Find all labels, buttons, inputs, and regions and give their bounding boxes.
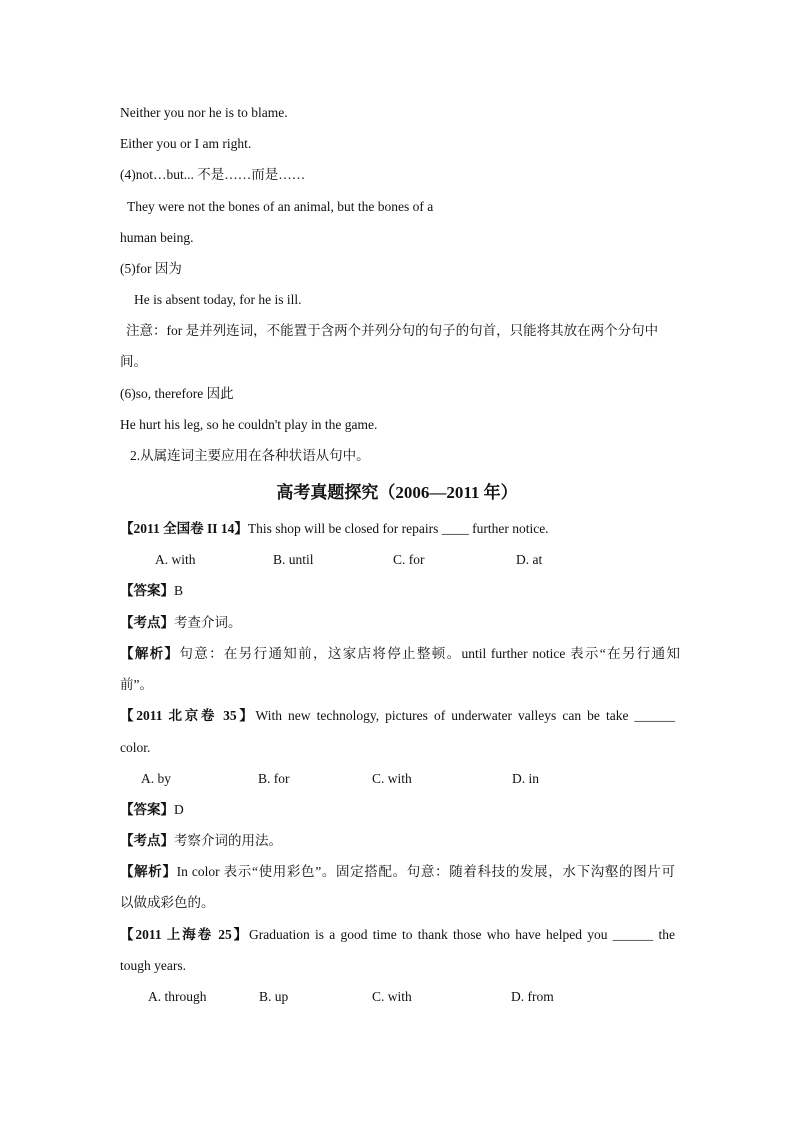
question-2-analysis-line-1 [120,863,675,881]
question-2-answer-value: D [174,802,184,817]
question-1-source: 【2011 全国卷 II 14】 [120,521,248,536]
question-2-option-a: A. by [141,771,171,786]
item-4-heading: (4)not…but... 不是……而是…… [120,167,306,182]
question-2-option-d: D. in [512,771,539,786]
question-2-option-b: B. for [258,771,290,786]
question-2-stem [120,707,675,725]
example-neither-nor: Neither you nor he is to blame. [120,105,288,120]
question-2-option-c: C. with [372,771,412,786]
question-1-analysis-line-1 [120,645,680,663]
question-2-stem-text: With new technology, pictures of underwater valleys can be take ______ [255,708,675,723]
question-3-option-d: D. from [511,989,554,1004]
question-1-answer [120,582,680,600]
question-3-stem [120,926,675,944]
question-1-analysis-tag: 【解析】 [120,646,180,661]
question-2-point-tag: 【考点】 [120,833,174,848]
question-2-analysis-tag: 【解析】 [120,864,177,879]
item-5-heading: (5)for 因为 [120,261,182,276]
question-2-analysis-text: In color 表示“使用彩色”。固定搭配。句意：随着科技的发展，水下沟壑的图片可 [176,864,675,879]
section-title: 高考真题探究（2006—2011 年） [276,483,518,502]
question-1-analysis-text: 句意：在另行通知前，这家店将停止整顿。until further notice 表示“在另行通知 [179,646,680,661]
example-either-or: Either you or I am right. [120,136,252,151]
question-2-source: 【2011 北京卷 35】 [120,708,256,723]
question-3-stem-line-2: tough years. [120,958,186,973]
question-1-answer-value: B [174,583,184,598]
subordinating-conjunction-note: 2.从属连词主要应用在各种状语从句中。 [130,448,370,463]
question-1-point-tag: 【考点】 [120,615,174,630]
note-line-1: 注意：for 是并列连词，不能置于含两个并列分句的句子的句首，只能将其放在两个分句中 [126,323,659,338]
question-2-answer [120,801,680,819]
item-4-example-line-1: They were not the bones of an animal, but the bones of a [127,199,434,214]
question-1-answer-tag: 【答案】 [120,583,174,598]
item-6-heading: (6)so, therefore 因此 [120,386,234,401]
question-3-options [0,988,794,1006]
question-1-point [120,614,680,632]
question-2-answer-tag: 【答案】 [120,802,174,817]
note-line-2: 间。 [120,354,147,369]
item-4-example-line-2: human being. [120,230,194,245]
question-1-options [0,551,794,569]
item-5-example: He is absent today, for he is ill. [134,292,302,307]
item-6-example: He hurt his leg, so he couldn't play in the game. [120,417,378,432]
question-1-stem-text: This shop will be closed for repairs ____ further notice. [247,521,549,536]
question-2-analysis-line-2: 以做成彩色的。 [120,895,215,910]
question-2-options [0,770,794,788]
question-3-option-a: A. through [148,989,207,1004]
question-2-stem-line-2: color. [120,740,151,755]
question-1-option-c: C. for [393,552,425,567]
question-1-option-d: D. at [516,552,543,567]
question-1-point-text: 考查介词。 [174,615,242,630]
question-3-stem-text: Graduation is a good time to thank those who have helped you ______ the [249,927,675,942]
question-1-analysis-line-2: 前”。 [120,677,153,692]
question-3-option-c: C. with [372,989,412,1004]
question-2-point [120,832,680,850]
question-3-option-b: B. up [259,989,289,1004]
question-2-point-text: 考察介词的用法。 [174,833,282,848]
question-1-stem [120,520,680,538]
question-3-source: 【2011 上海卷 25】 [120,927,250,942]
question-1-option-a: A. with [155,552,196,567]
question-1-option-b: B. until [273,552,314,567]
